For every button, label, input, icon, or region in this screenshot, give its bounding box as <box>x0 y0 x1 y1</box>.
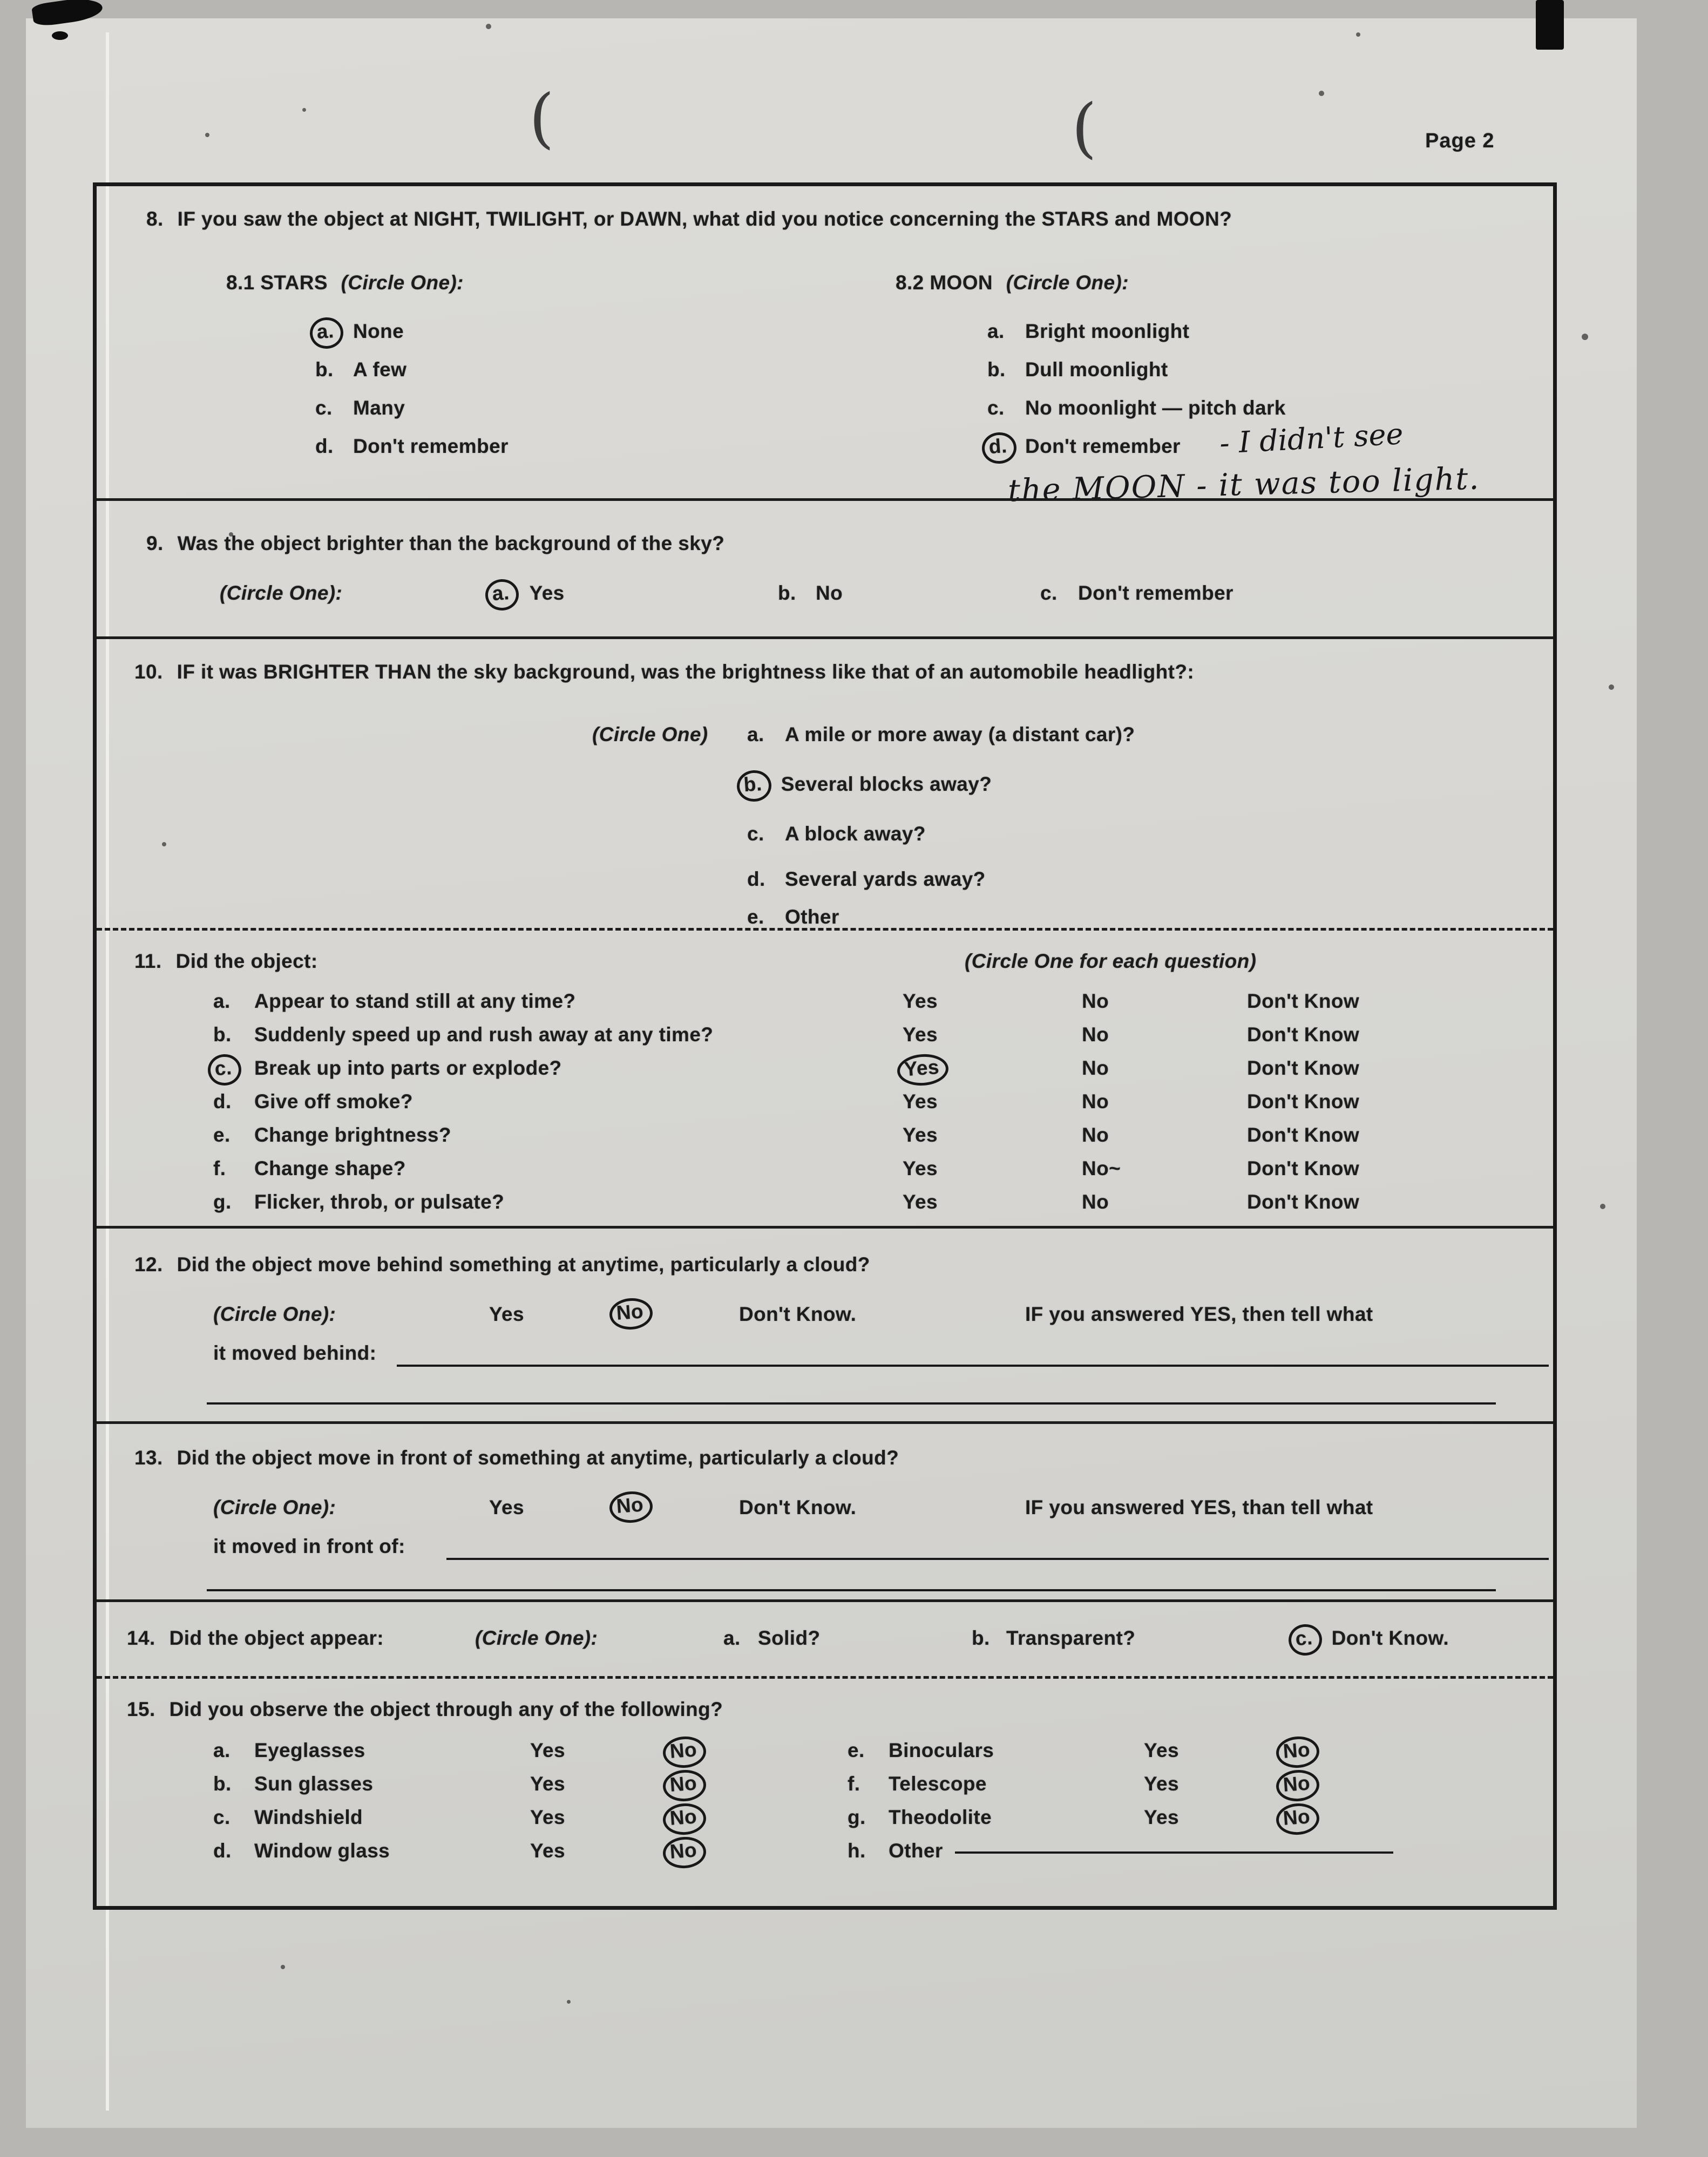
answer-no <box>615 1494 654 1520</box>
answer-no <box>1282 1773 1320 1806</box>
option-letter: b. <box>972 1627 990 1649</box>
question-10 <box>134 661 1194 683</box>
answer-yes: Yes <box>1144 1739 1179 1761</box>
fold-mark-right: ( <box>1072 91 1097 166</box>
option-letter: a. <box>747 723 764 745</box>
q11-row-f <box>213 1157 1528 1191</box>
question-8 <box>146 208 1232 230</box>
section-q15 <box>97 1676 1553 1906</box>
question-11 <box>134 950 318 973</box>
answer-yes: Yes <box>489 1496 524 1518</box>
circled-answer: No <box>608 1490 654 1524</box>
answer-yes: Yes <box>530 1840 565 1862</box>
option-letter: c. <box>315 397 333 419</box>
circled-answer: Yes <box>896 1053 950 1087</box>
question-12 <box>134 1253 870 1276</box>
q9-circle-one: (Circle One): <box>220 582 343 604</box>
option-label: Other <box>889 1840 943 1862</box>
section-q11 <box>97 928 1553 1226</box>
q14-option-a <box>723 1627 820 1650</box>
answer-dont-know: Don't Know. <box>739 1496 857 1518</box>
answer-yes: Yes <box>530 1739 565 1761</box>
answer-yes: Yes <box>903 1191 938 1213</box>
q13-blank-line <box>446 1558 1549 1560</box>
option-letter: a. <box>213 990 231 1012</box>
page-number: Page 2 <box>1425 130 1495 152</box>
q9-option-b <box>778 582 843 605</box>
option-letter: f. <box>848 1773 860 1795</box>
circled-answer: c. <box>207 1053 242 1087</box>
q11-row-b <box>213 1023 1528 1057</box>
question-9-text: Was the object brighter than the background of the sky? <box>177 532 725 554</box>
q15-row-c <box>213 1806 707 1840</box>
question-15-text: Did you observe the object through any of the following? <box>169 1698 723 1720</box>
answer-no <box>668 1773 707 1806</box>
option-label: Change brightness? <box>254 1124 451 1146</box>
q9-option-c <box>1040 582 1233 605</box>
q10-option-a <box>747 723 1135 746</box>
circled-answer: No <box>662 1802 707 1836</box>
q12-circle-one: (Circle One): <box>213 1303 336 1325</box>
question-14-number: 14. <box>127 1627 155 1649</box>
option-row <box>315 320 509 358</box>
option-letter: a. <box>723 1627 741 1649</box>
scan-artifact-dot <box>52 31 68 40</box>
answer-no: No <box>1082 1057 1109 1079</box>
option-row <box>987 320 1286 358</box>
option-letter: a. <box>987 320 1005 342</box>
option-letter: g. <box>848 1806 866 1828</box>
q8-stars-heading <box>226 272 464 294</box>
option-letter: d. <box>315 435 334 457</box>
q14-circle-one: (Circle One): <box>475 1627 598 1649</box>
q13-blank-line-2 <box>207 1589 1496 1591</box>
option-letter: b. <box>778 582 796 604</box>
option-label: Theodolite <box>889 1806 992 1828</box>
answer-dont-know: Don't Know <box>1247 1023 1360 1046</box>
option-label: Flicker, throb, or pulsate? <box>254 1191 505 1213</box>
answer-no: No~ <box>1082 1157 1121 1179</box>
option-row <box>987 358 1286 397</box>
answer-no <box>668 1806 707 1840</box>
option-label: Window glass <box>254 1840 390 1862</box>
q13-circle-one: (Circle One): <box>213 1496 336 1518</box>
q11-row-a <box>213 990 1528 1023</box>
option-label: Don't Know. <box>1331 1627 1449 1649</box>
answer-yes: Yes <box>903 1023 938 1046</box>
question-15-number: 15. <box>127 1698 155 1720</box>
option-label: Sun glasses <box>254 1773 374 1795</box>
scan-artifact-bar <box>1536 0 1564 50</box>
option-label: Appear to stand still at any time? <box>254 990 576 1012</box>
circled-answer: d. <box>981 431 1018 465</box>
q11-row-d <box>213 1090 1528 1124</box>
q10-option-e <box>747 906 839 928</box>
handwritten-note-line1: - I didn't see <box>1218 417 1404 460</box>
option-row <box>315 397 509 435</box>
circled-answer: No <box>1275 1802 1320 1836</box>
answer-dont-know: Don't Know <box>1247 1157 1360 1179</box>
section-q10 <box>97 636 1553 928</box>
circled-answer: No <box>608 1297 654 1331</box>
option-label: Binoculars <box>889 1739 994 1761</box>
q15-row-e <box>848 1739 1393 1773</box>
q15-row-g <box>848 1806 1393 1840</box>
q12-blank-line-2 <box>207 1402 1496 1405</box>
option-letter <box>987 435 1025 460</box>
option-label: Eyeglasses <box>254 1739 365 1761</box>
option-label: Yes <box>529 582 565 604</box>
section-q14 <box>97 1599 1553 1676</box>
circled-answer: No <box>662 1835 707 1869</box>
answer-no <box>615 1301 654 1326</box>
q13-followup-1: IF you answered YES, than tell what <box>1025 1496 1373 1518</box>
question-10-text: IF it was BRIGHTER THAN the sky background, was the brightness like that of an automobile headlight?: <box>177 661 1195 683</box>
circled-answer: No <box>1275 1735 1320 1769</box>
answer-yes: Yes <box>489 1303 524 1325</box>
option-letter: d. <box>747 868 765 890</box>
q15-right-column <box>848 1739 1393 1873</box>
question-11-text: Did the object: <box>175 950 318 972</box>
q11-instruction: (Circle One for each question) <box>965 950 1257 972</box>
q15-row-b <box>213 1773 707 1806</box>
answer-dont-know: Don't Know <box>1247 990 1360 1012</box>
option-label: Other <box>785 906 839 928</box>
circled-answer: b. <box>736 769 772 803</box>
q15-row-f <box>848 1773 1393 1806</box>
option-label: No <box>816 582 843 604</box>
answer-yes: Yes <box>530 1806 565 1828</box>
answer-yes: Yes <box>903 1124 938 1146</box>
scan-speck <box>1356 32 1360 37</box>
section-q9 <box>97 498 1553 636</box>
q15-row-d <box>213 1840 707 1873</box>
option-letter: b. <box>213 1773 232 1795</box>
answer-dont-know: Don't Know. <box>739 1303 857 1325</box>
answer-no: No <box>1082 990 1109 1012</box>
answer-dont-know: Don't Know <box>1247 1057 1360 1079</box>
scan-speck <box>486 24 491 29</box>
answer-yes: Yes <box>530 1773 565 1795</box>
q14-option-b <box>972 1627 1135 1650</box>
circled-answer: No <box>662 1768 707 1802</box>
scan-speck <box>1582 334 1588 340</box>
q11-answer-grid <box>213 990 1528 1224</box>
option-letter: c. <box>1040 582 1058 604</box>
section-q12 <box>97 1226 1553 1421</box>
question-13-text: Did the object move in front of something at anytime, particularly a cloud? <box>177 1447 899 1469</box>
scan-speck <box>1319 91 1324 96</box>
option-label: A block away? <box>785 823 926 845</box>
q8-moon-title: 8.2 MOON <box>896 272 993 294</box>
q12-blank-line <box>397 1365 1549 1367</box>
q15-left-column <box>213 1739 707 1873</box>
option-label: Windshield <box>254 1806 363 1828</box>
circled-answer: No <box>662 1735 707 1769</box>
scan-speck <box>1600 1204 1605 1209</box>
question-14-text: Did the object appear: <box>169 1627 384 1649</box>
answer-yes: Yes <box>1144 1806 1179 1828</box>
q13-followup-2: it moved in front of: <box>213 1535 405 1557</box>
option-label: Change shape? <box>254 1157 406 1179</box>
option-label: Bright moonlight <box>1025 320 1190 342</box>
option-letter: c. <box>213 1806 231 1828</box>
option-label: Many <box>353 397 405 419</box>
option-letter: f. <box>213 1157 226 1179</box>
option-label: Dull moonlight <box>1025 358 1168 381</box>
option-label: Several yards away? <box>785 868 986 890</box>
option-letter: b. <box>987 358 1006 381</box>
option-label: Suddenly speed up and rush away at any time? <box>254 1023 714 1046</box>
option-letter: d. <box>213 1090 232 1113</box>
option-label: Solid? <box>758 1627 821 1649</box>
answer-no <box>668 1840 707 1873</box>
q11-row-e <box>213 1124 1528 1157</box>
scan-speck <box>281 1965 285 1969</box>
option-letter: d. <box>213 1840 232 1862</box>
q10-option-d <box>747 868 986 891</box>
option-label: Give off smoke? <box>254 1090 413 1113</box>
q15-row-a <box>213 1739 707 1773</box>
questionnaire-form <box>93 182 1557 1910</box>
section-q8 <box>97 186 1553 509</box>
option-label: Telescope <box>889 1773 987 1795</box>
q12-followup-2: it moved behind: <box>213 1342 377 1364</box>
option-label: Break up into parts or explode? <box>254 1057 562 1079</box>
q8-moon-circle-one: (Circle One): <box>1006 272 1129 294</box>
answer-dont-know: Don't Know <box>1247 1191 1360 1213</box>
q8-moon-heading <box>896 272 1129 294</box>
option-letter <box>213 1057 254 1090</box>
question-10-number: 10. <box>134 661 163 683</box>
q9-option-a <box>491 582 565 607</box>
option-label: Don't remember <box>353 435 509 457</box>
option-label: A mile or more away (a distant car)? <box>785 723 1135 745</box>
option-label: A few <box>353 358 407 381</box>
answer-no <box>668 1739 707 1773</box>
option-letter: g. <box>213 1191 232 1213</box>
option-letter: c. <box>747 823 764 845</box>
handwritten-note-line2: the MOON - it was too light. <box>1007 460 1481 509</box>
option-row <box>315 435 509 473</box>
answer-no <box>1282 1806 1320 1840</box>
option-letter: b. <box>315 358 334 381</box>
question-9-number: 9. <box>146 532 164 554</box>
q10-option-c <box>747 823 926 845</box>
fold-mark-left: ( <box>529 81 554 156</box>
question-15 <box>127 1698 723 1721</box>
answer-no <box>1282 1739 1320 1773</box>
scan-speck <box>302 108 306 112</box>
option-label: Transparent? <box>1006 1627 1136 1649</box>
answer-no: No <box>1082 1090 1109 1113</box>
option-label: No moonlight — pitch dark <box>1025 397 1286 419</box>
answer-no: No <box>1082 1191 1109 1213</box>
scan-speck <box>205 133 209 137</box>
q10-circle-one: (Circle One) <box>592 723 708 745</box>
q11-row-g <box>213 1191 1528 1224</box>
q8-stars-options <box>315 320 509 473</box>
option-letter <box>315 320 353 345</box>
circled-answer: a. <box>309 316 344 350</box>
question-13-number: 13. <box>134 1447 163 1469</box>
option-label: Don't remember <box>1078 582 1233 604</box>
question-12-text: Did the object move behind something at anytime, particularly a cloud? <box>177 1253 870 1276</box>
option-letter: a. <box>213 1739 231 1761</box>
answer-no: No <box>1082 1124 1109 1146</box>
q8-stars-circle-one: (Circle One): <box>341 272 464 294</box>
question-12-number: 12. <box>134 1253 163 1276</box>
answer-dont-know: Don't Know <box>1247 1124 1360 1146</box>
option-label: None <box>353 320 404 342</box>
circled-answer: No <box>1275 1768 1320 1802</box>
q11-row-c <box>213 1057 1528 1090</box>
circled-answer: a. <box>484 578 520 612</box>
question-9 <box>146 532 724 555</box>
answer-yes: Yes <box>1144 1773 1179 1795</box>
other-blank-line <box>955 1840 1393 1854</box>
answer-no: No <box>1082 1023 1109 1046</box>
scan-speck <box>567 2000 571 2004</box>
q15-row-h <box>848 1840 1393 1873</box>
question-14 <box>127 1627 384 1650</box>
option-row <box>315 358 509 397</box>
answer-yes: Yes <box>903 990 938 1012</box>
option-letter: c. <box>987 397 1005 419</box>
option-letter: e. <box>213 1124 231 1146</box>
question-13 <box>134 1447 899 1469</box>
option-label: Several blocks away? <box>781 773 992 795</box>
answer-yes <box>903 1057 1082 1090</box>
q12-followup-1: IF you answered YES, then tell what <box>1025 1303 1373 1325</box>
question-8-number: 8. <box>146 208 164 230</box>
q8-stars-title: 8.1 STARS <box>226 272 328 294</box>
circled-answer: c. <box>1287 1623 1323 1657</box>
answer-yes: Yes <box>903 1090 938 1113</box>
option-label: Don't remember <box>1025 435 1181 457</box>
scan-speck <box>1609 684 1614 690</box>
option-letter: b. <box>213 1023 232 1046</box>
question-11-number: 11. <box>134 950 162 972</box>
section-q13 <box>97 1421 1553 1599</box>
answer-yes: Yes <box>903 1157 938 1179</box>
option-letter: h. <box>848 1840 866 1862</box>
option-letter: e. <box>747 906 764 928</box>
option-letter: e. <box>848 1739 865 1761</box>
answer-dont-know: Don't Know <box>1247 1090 1360 1113</box>
question-8-text: IF you saw the object at NIGHT, TWILIGHT, or DAWN, what did you notice concerning the STARS and MOON? <box>177 208 1232 230</box>
q10-option-b <box>742 773 992 798</box>
q14-option-c <box>1294 1627 1449 1652</box>
